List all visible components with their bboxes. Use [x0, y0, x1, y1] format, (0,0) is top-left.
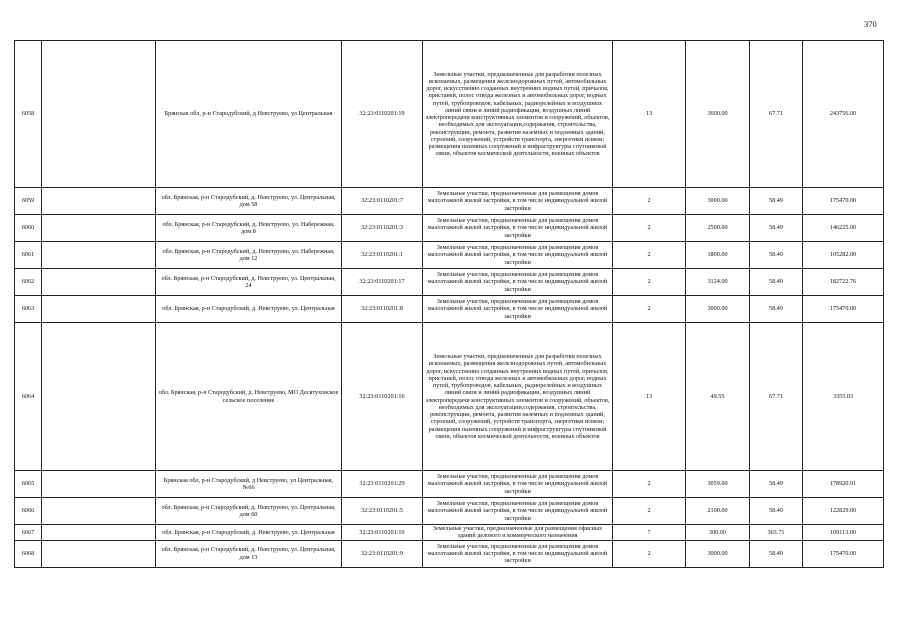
- area-cell: 2500.00: [686, 215, 750, 242]
- value-cell: 175470.00: [803, 296, 884, 323]
- table-row: [15, 41, 884, 188]
- page-number: 370: [864, 19, 877, 29]
- table-row: [15, 471, 884, 498]
- cadastral-number-cell: 32:23:0110201:3: [342, 215, 423, 242]
- table-row: [15, 188, 884, 215]
- cadastral-number-cell: 32:23:0110201:17: [342, 269, 423, 296]
- area-cell: 3600.00: [686, 41, 750, 188]
- table-row: [15, 323, 884, 471]
- group-cell: 2: [613, 269, 686, 296]
- row-number: 6067: [15, 525, 42, 541]
- area-cell: 1800.00: [686, 242, 750, 269]
- area-cell: 3000.00: [686, 296, 750, 323]
- table-row: [15, 525, 884, 541]
- group-cell: 2: [613, 471, 686, 498]
- value-cell: 122829.00: [803, 498, 884, 525]
- blank-cell: [42, 525, 156, 541]
- table-row: [15, 215, 884, 242]
- row-number: 6064: [15, 323, 42, 471]
- row-number: 6066: [15, 498, 42, 525]
- area-cell: 3000.00: [686, 540, 750, 567]
- area-cell: 3000.00: [686, 188, 750, 215]
- row-number: 6068: [15, 540, 42, 567]
- land-use-cell: Земельные участки, предназначенные для размещения домов малоэтажной жилой застройки, в том числе индивидуальной жилой застройки: [423, 269, 613, 296]
- rate-cell: 58.49: [750, 471, 803, 498]
- row-number: 6058: [15, 41, 42, 188]
- table-row: [15, 269, 884, 296]
- value-cell: 175470.00: [803, 540, 884, 567]
- address-cell: обл. Брянская, р-н Стародубский, д. Невструево, ул. Центральная: [156, 296, 342, 323]
- address-cell: обл. Брянская, р-н Стародубский, д. Невструево, ул. Центральная: [156, 525, 342, 541]
- group-cell: 13: [613, 323, 686, 471]
- table-row: [15, 296, 884, 323]
- address-cell: обл. Брянская, р-н Стародубский, д. Невструево, ул. Центральная, дом 58: [156, 188, 342, 215]
- cadastral-value-table: [14, 40, 884, 568]
- group-cell: 2: [613, 188, 686, 215]
- table-row: [15, 242, 884, 269]
- row-number: 6065: [15, 471, 42, 498]
- land-use-cell: Земельные участки, предназначенные для размещения домов малоэтажной жилой застройки, в том числе индивидуальной жилой застройки: [423, 540, 613, 567]
- area-cell: 2100.00: [686, 498, 750, 525]
- table-row: [15, 540, 884, 567]
- cadastral-number-cell: 32:23:0110201:1: [342, 242, 423, 269]
- table-row: [15, 498, 884, 525]
- row-number: 6061: [15, 242, 42, 269]
- rate-cell: 58.49: [750, 498, 803, 525]
- address-cell: обл. Брянская, р-н Стародубский, д. Невструево, ул. Набережная, дом 12: [156, 242, 342, 269]
- area-cell: 49.55: [686, 323, 750, 471]
- blank-cell: [42, 188, 156, 215]
- group-cell: 2: [613, 242, 686, 269]
- blank-cell: [42, 323, 156, 471]
- rate-cell: 67.71: [750, 41, 803, 188]
- cadastral-number-cell: 32:23:0110201:16: [342, 323, 423, 471]
- value-cell: 175470.00: [803, 188, 884, 215]
- blank-cell: [42, 471, 156, 498]
- blank-cell: [42, 242, 156, 269]
- group-cell: 2: [613, 296, 686, 323]
- rate-cell: 58.49: [750, 242, 803, 269]
- address-cell: Брянская обл, р-н Стародубский, д Невструево, ул Центральная, №66: [156, 471, 342, 498]
- address-cell: Брянская обл, р-н Стародубский, д Невструево, ул Центральная: [156, 41, 342, 188]
- rate-cell: 58.49: [750, 215, 803, 242]
- group-cell: 13: [613, 41, 686, 188]
- group-cell: 2: [613, 215, 686, 242]
- row-number: 6063: [15, 296, 42, 323]
- value-cell: 182722.76: [803, 269, 884, 296]
- land-use-cell: Земельные участки, предназначенные для размещения домов малоэтажной жилой застройки, в том числе индивидуальной жилой застройки: [423, 498, 613, 525]
- blank-cell: [42, 269, 156, 296]
- row-number: 6060: [15, 215, 42, 242]
- land-use-cell: Земельные участки, предназначенные для разработки полезных ископаемых, размещения железнодорожных путей, автомобильных дорог, искусственно созданных внутренних водных путей, причалов, пристаней, полос отвода железных и автомобильных дорог, водных путей, трубопроводов, кабельных, радиорелейных и воздушных линий связи и линий радиофикации, воздушных линий электропередачи конструктивных элементов и сооружений, объектов, необходимых для эксплуатации,содержания, строительства, реконструкции, ремонта, развития наземных и подземных зданий, строений, сооружений, устройств транспорта, энергетики исвязи; размещения наземных сооружений и инфраструктуры спутниковой связи, объектов космической деятельности, военных объектов: [423, 41, 613, 188]
- value-cell: 109113.00: [803, 525, 884, 541]
- cadastral-number-cell: 32:23:0110201:10: [342, 525, 423, 541]
- cadastral-number-cell: 32:23:0110201:8: [342, 296, 423, 323]
- value-cell: 105282.00: [803, 242, 884, 269]
- value-cell: 178920.91: [803, 471, 884, 498]
- value-cell: 243756.00: [803, 41, 884, 188]
- blank-cell: [42, 540, 156, 567]
- rate-cell: 58.49: [750, 188, 803, 215]
- cadastral-number-cell: 32:23:0110201:7: [342, 188, 423, 215]
- address-cell: обл. Брянская, р-н Стародубский, д. Невструево, МО Десятуховское сельское поселение: [156, 323, 342, 471]
- value-cell: 3355.03: [803, 323, 884, 471]
- blank-cell: [42, 215, 156, 242]
- land-use-cell: Земельные участки, предназначенные для размещения домов малоэтажной жилой застройки, в том числе индивидуальной жилой застройки: [423, 296, 613, 323]
- address-cell: обл. Брянская, р-н Стародубский, д. Невструево, ул. Центральная, дом 13: [156, 540, 342, 567]
- land-use-cell: Земельные участки, предназначенные для размещения офисных зданий делового и коммерческого назначения: [423, 525, 613, 541]
- address-cell: обл. Брянская, р-н Стародубский, д. Невструево, ул. Центральная, дом 60: [156, 498, 342, 525]
- cadastral-number-cell: 32:23:0110201:5: [342, 498, 423, 525]
- row-number: 6062: [15, 269, 42, 296]
- cadastral-number-cell: 32:23:0110201:19: [342, 41, 423, 188]
- address-cell: обл. Брянская, р-н Стародубский, д. Невструево, ул. Набережная, дом 8: [156, 215, 342, 242]
- group-cell: 7: [613, 525, 686, 541]
- rate-cell: 363.71: [750, 525, 803, 541]
- rate-cell: 58.49: [750, 296, 803, 323]
- group-cell: 2: [613, 498, 686, 525]
- land-use-cell: Земельные участки, предназначенные для размещения домов малоэтажной жилой застройки, в том числе индивидуальной жилой застройки: [423, 188, 613, 215]
- value-cell: 146225.00: [803, 215, 884, 242]
- rate-cell: 58.49: [750, 269, 803, 296]
- land-use-cell: Земельные участки, предназначенные для размещения домов малоэтажной жилой застройки, в том числе индивидуальной жилой застройки: [423, 471, 613, 498]
- rate-cell: 67.71: [750, 323, 803, 471]
- area-cell: 3124.00: [686, 269, 750, 296]
- blank-cell: [42, 498, 156, 525]
- area-cell: 300.00: [686, 525, 750, 541]
- group-cell: 2: [613, 540, 686, 567]
- land-use-cell: Земельные участки, предназначенные для размещения домов малоэтажной жилой застройки, в том числе индивидуальной жилой застройки: [423, 215, 613, 242]
- land-use-cell: Земельные участки, предназначенные для размещения домов малоэтажной жилой застройки, в том числе индивидуальной жилой застройки: [423, 242, 613, 269]
- row-number: 6059: [15, 188, 42, 215]
- cadastral-number-cell: 32:23:0110201:29: [342, 471, 423, 498]
- rate-cell: 58.49: [750, 540, 803, 567]
- land-use-cell: Земельные участки, предназначенные для разработки полезных ископаемых, размещения железнодорожных путей, автомобильных дорог, искусственно созданных внутренних водных путей, причалов, пристаней, полос отвода железных и автомобильных дорог, водных путей, трубопроводов, кабельных, радиорелейных и воздушных линий связи и линий радиофикации, воздушных линий электропередачи конструктивных элементов и сооружений, объектов, необходимых для эксплуатации,содержания, строительства, реконструкции, ремонта, развития наземных и подземных зданий, строений, сооружений, устройств транспорта, энергетики исвязи; размещения наземных сооружений и инфраструктуры спутниковой связи, объектов космической деятельности, военных объектов: [423, 323, 613, 471]
- address-cell: обл. Брянская, р-н Стародубский, д. Невструево, ул. Центральная, 24: [156, 269, 342, 296]
- area-cell: 3059.00: [686, 471, 750, 498]
- blank-cell: [42, 296, 156, 323]
- cadastral-number-cell: 32:23:0110201:9: [342, 540, 423, 567]
- blank-cell: [42, 41, 156, 188]
